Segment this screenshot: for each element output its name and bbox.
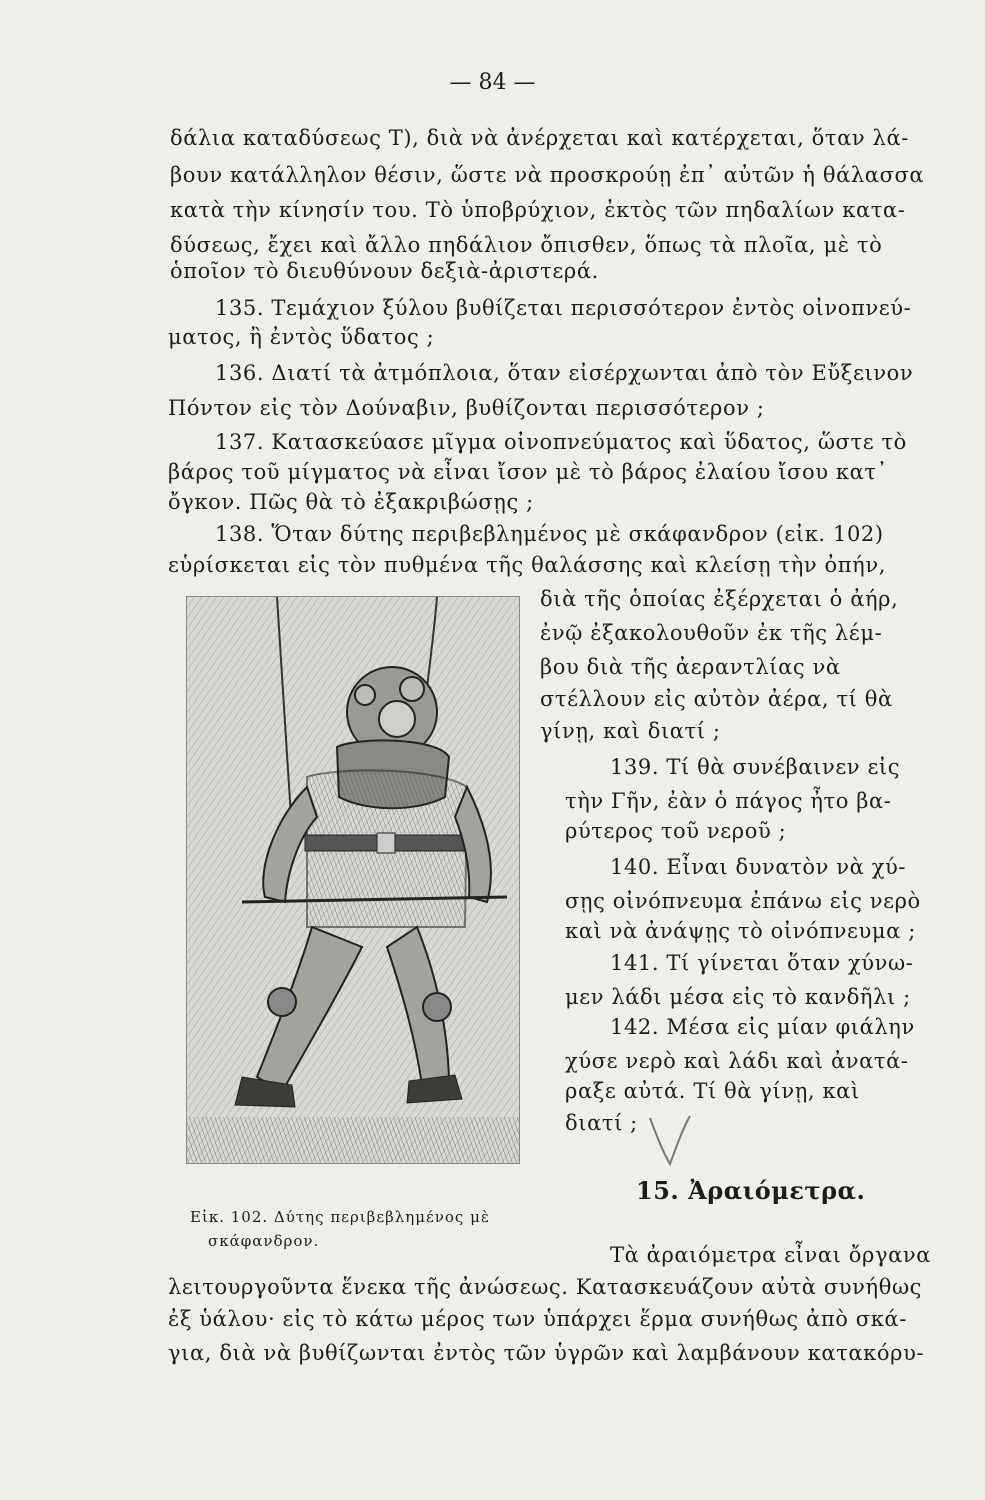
text-line: βουν κατάλληλον θέσιν, ὥστε νὰ προσκρούῃ ἐπ᾽ αὐτῶν ἡ θάλασσα bbox=[170, 163, 925, 187]
diver-illustration bbox=[186, 596, 520, 1164]
text-line: δάλια καταδύσεως Τ), διὰ νὰ ἀνέρχεται καὶ κατέρχεται, ὅταν λά- bbox=[170, 126, 909, 150]
text-line: δύσεως, ἔχει καὶ ἄλλο πηδάλιον ὄπισθεν, ὅπως τὰ πλοῖα, μὲ τὸ bbox=[170, 233, 883, 257]
section-heading: 15. Ἀραιόμετρα. bbox=[636, 1176, 866, 1205]
text-line: μεν λάδι μέσα εἰς τὸ κανδῆλι ; bbox=[565, 985, 911, 1009]
text-line: διατί ; bbox=[565, 1111, 638, 1135]
text-line: ρύτερος τοῦ νεροῦ ; bbox=[565, 819, 787, 843]
text-line: καὶ νὰ ἀνάψῃς τὸ οἰνόπνευμα ; bbox=[565, 919, 916, 943]
text-line: ὁποῖον τὸ διευθύνουν δεξιὰ-ἀριστερά. bbox=[170, 259, 599, 283]
text-line: ἐξ ὑάλου· εἰς τὸ κάτω μέρος των ὑπάρχει ἕρμα συνήθως ἀπὸ σκά- bbox=[168, 1307, 907, 1331]
text-line: γίνῃ, καὶ διατί ; bbox=[540, 719, 721, 743]
text-line: 142. Μέσα εἰς μίαν φιάλην bbox=[610, 1015, 915, 1039]
text-line: κατὰ τὴν κίνησίν του. Τὸ ὑποβρύχιον, ἐκτὸς τῶν πηδαλίων κατα- bbox=[170, 198, 906, 222]
pencil-checkmark-icon bbox=[642, 1112, 702, 1172]
text-line: λειτουργοῦντα ἕνεκα τῆς ἀνώσεως. Κατασκευάζουν αὐτὰ συνήθως bbox=[168, 1275, 923, 1299]
text-line: 139. Τί θὰ συνέβαινεν εἰς bbox=[610, 755, 901, 779]
page-number: — 84 — bbox=[449, 70, 536, 95]
text-line: 140. Εἶναι δυνατὸν νὰ χύ- bbox=[610, 855, 907, 879]
text-line: ὄγκον. Πῶς θὰ τὸ ἐξακριβώσῃς ; bbox=[168, 490, 534, 514]
text-line: ραξε αὐτά. Τί θὰ γίνῃ, καὶ bbox=[565, 1079, 860, 1103]
text-line: εὑρίσκεται εἰς τὸν πυθμένα τῆς θαλάσσης καὶ κλείσῃ τὴν ὀπήν, bbox=[168, 553, 886, 577]
text-line: ματος, ἢ ἐντὸς ὕδατος ; bbox=[168, 325, 435, 349]
text-line: για, διὰ νὰ βυθίζωνται ἐντὸς τῶν ὑγρῶν καὶ λαμβάνουν κατακόρυ- bbox=[168, 1341, 925, 1365]
text-line: 137. Κατασκεύασε μῖγμα οἰνοπνεύματος καὶ ὕδατος, ὥστε τὸ bbox=[215, 430, 907, 454]
text-line: 135. Τεμάχιον ξύλου βυθίζεται περισσότερον ἐντὸς οἰνοπνεύ- bbox=[215, 296, 912, 320]
text-line: 141. Τί γίνεται ὅταν χύνω- bbox=[610, 951, 914, 975]
text-line: τὴν Γῆν, ἐὰν ὁ πάγος ἦτο βα- bbox=[565, 789, 892, 813]
figure-caption-continuation: σκάφανδρον. bbox=[208, 1232, 320, 1250]
text-line: 138. Ὅταν δύτης περιβεβλημένος μὲ σκάφανδρον (εἰκ. 102) bbox=[215, 522, 884, 546]
text-line: στέλλουν εἰς αὐτὸν ἀέρα, τί θὰ bbox=[540, 687, 893, 711]
text-line: σῃς οἰνόπνευμα ἐπάνω εἰς νερὸ bbox=[565, 889, 921, 913]
text-line: βου διὰ τῆς ἀεραντλίας νὰ bbox=[540, 655, 841, 679]
figure-caption: Εἰκ. 102. Δύτης περιβεβλημένος μὲ bbox=[190, 1208, 490, 1226]
text-line: 136. Διατί τὰ ἀτμόπλοια, ὅταν εἰσέρχωνται ἀπὸ τὸν Εὔξεινον bbox=[215, 361, 914, 385]
text-line: Πόντον εἰς τὸν Δούναβιν, βυθίζονται περισσότερον ; bbox=[168, 396, 765, 420]
text-line: διὰ τῆς ὁποίας ἐξέρχεται ὁ ἀήρ, bbox=[540, 587, 899, 611]
text-line: ἐνῷ ἐξακολουθοῦν ἐκ τῆς λέμ- bbox=[540, 621, 883, 645]
text-line: Τὰ ἀραιόμετρα εἶναι ὄργανα bbox=[610, 1243, 932, 1267]
text-line: χύσε νερὸ καὶ λάδι καὶ ἀνατά- bbox=[565, 1049, 909, 1073]
text-line: βάρος τοῦ μίγματος νὰ εἶναι ἴσον μὲ τὸ βάρος ἐλαίου ἴσου κατ᾽ bbox=[168, 460, 888, 484]
